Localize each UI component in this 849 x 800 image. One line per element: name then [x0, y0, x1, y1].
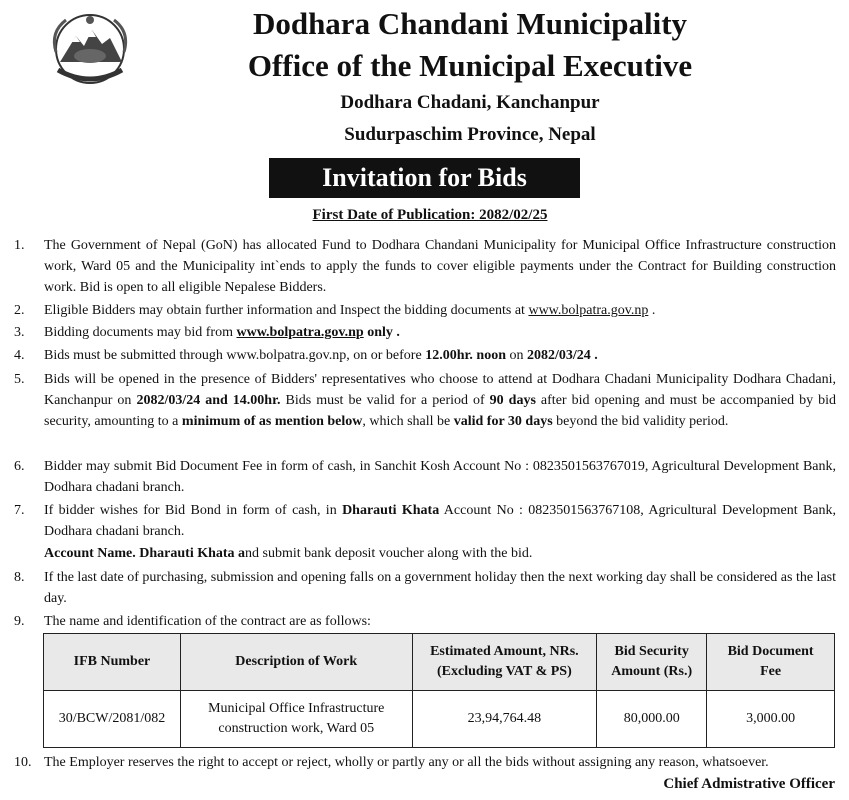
description-line2: construction work, Ward 05: [218, 721, 375, 736]
clause-text: Account No : 0823501563767108, Agricultural Development Bank, Dodhara chadani branch.: [44, 503, 836, 539]
security-validity: valid for 30 days: [453, 414, 553, 429]
clause-text-end: .: [648, 303, 656, 318]
clause-4: [14, 345, 836, 366]
clause-text: Bids will be opened in the presence of Bidders' representatives who choose to attend at Dodhara Chadani Municipality Dodhara Chadani, Kanchanpur on: [44, 372, 836, 408]
header-fee-line2: Fee: [760, 664, 782, 679]
clause-number: 1.: [14, 238, 25, 253]
security-minimum: minimum of as mention below: [181, 414, 363, 429]
header-bid-security: [597, 634, 707, 691]
clause-text: If bidder wishes for Bid Bond in form of cash, in: [44, 503, 343, 518]
submission-time: 12.00hr. noon: [425, 348, 506, 363]
clause-2: [14, 300, 836, 321]
cell-bid-security: 80,000.00: [597, 691, 707, 748]
header-fee-line1: Bid Document: [727, 644, 814, 659]
clause-text: Bidding documents may bid from: [44, 325, 237, 340]
clause-number: 10.: [14, 755, 32, 770]
signature-title: Chief Admistrative Officer: [663, 776, 835, 792]
clause-number: 2.: [14, 303, 25, 318]
header-estimate-line1: Estimated Amount, NRs.: [430, 644, 579, 659]
clause-text-end: only .: [363, 325, 400, 340]
clause-8: [14, 567, 836, 609]
clause-text: The Employer reserves the right to accept or reject, wholly or partly any or all the bids without assigning any reason, whatsoever.: [44, 755, 769, 770]
submission-date: 2082/03/24 .: [526, 348, 598, 363]
opening-date: 2082/03/24 and 14.00hr.: [136, 393, 281, 408]
clause-text: The name and identification of the contract are as follows:: [44, 614, 371, 629]
cell-description: [180, 691, 412, 748]
clause-number: 4.: [14, 348, 25, 363]
clause-7: [14, 500, 836, 564]
clause-text: The Government of Nepal (GoN) has allocated Fund to Dodhara Chandani Municipality for Municipal Office Infrastructure construction work, Ward 05 and the Municipality int`ends to apply the funds to cover eligible payments under the Contract for Building construction work. Bid is open to all eligible Nepalese Bidders.: [44, 238, 836, 295]
clause-10: [14, 752, 836, 773]
bolpatra-link[interactable]: www.bolpatra.gov.np: [528, 303, 649, 318]
address-line-2: Sudurpaschim Province, Nepal: [344, 124, 596, 145]
contract-table: [43, 633, 835, 748]
clause-number: 3.: [14, 325, 25, 340]
nepal-emblem-logo: [46, 12, 134, 86]
clause-number: 7.: [14, 503, 25, 518]
clause-1: [14, 235, 836, 298]
bolpatra-link[interactable]: www.bolpatra.gov.np: [236, 325, 364, 340]
validity-period: 90 days: [489, 393, 536, 408]
account-type: Dharauti Khata: [342, 503, 440, 518]
header-description: Description of Work: [180, 634, 412, 691]
clause-9: [14, 611, 836, 632]
description-line1: Municipal Office Infrastructure: [208, 701, 385, 716]
publication-date: First Date of Publication: 2082/02/25: [312, 207, 548, 223]
clause-text: nd submit bank deposit voucher along with the bid.: [245, 546, 533, 561]
clause-3: [14, 322, 836, 343]
clause-number: 8.: [14, 570, 25, 585]
clause-5: [14, 369, 836, 432]
header-security-line2: Amount (Rs.): [611, 664, 693, 679]
clause-text: Eligible Bidders may obtain further information and Inspect the bidding documents at: [44, 303, 529, 318]
header-estimated-amount: [412, 634, 597, 691]
cell-estimated-amount: 23,94,764.48: [412, 691, 597, 748]
clause-text: after bid opening and must be accompanied by bid security, amounting to a: [44, 393, 837, 429]
header-ifb-number: IFB Number: [44, 634, 181, 691]
notice-title-banner: [269, 158, 580, 198]
table-header-row: [44, 634, 835, 691]
clause-text: Bids must be submitted through www.bolpatra.gov.np, on or before: [44, 348, 426, 363]
account-name: Account Name. Dharauti Khata a: [44, 546, 246, 561]
clause-number: 5.: [14, 372, 25, 387]
municipality-title: Dodhara Chandani Municipality: [252, 6, 688, 41]
header-security-line1: Bid Security: [614, 644, 689, 659]
clause-text: If the last date of purchasing, submission and opening falls on a government holiday then the next working day shall be considered as the last day.: [44, 570, 836, 606]
table-row: [44, 691, 835, 748]
cell-ifb-number: 30/BCW/2081/082: [44, 691, 181, 748]
header-document-fee: [707, 634, 835, 691]
office-title: Office of the Municipal Executive: [247, 48, 693, 83]
header-estimate-line2: (Excluding VAT & PS): [437, 664, 572, 679]
clause-text: Bidder may submit Bid Document Fee in form of cash, in Sanchit Kosh Account No : 0823501563767019, Agricultural Development Bank, Dodhara chadani branch.: [44, 459, 836, 495]
clause-text: beyond the bid validity period.: [552, 414, 729, 429]
clause-number: 9.: [14, 614, 25, 629]
clause-text-mid: on: [505, 348, 527, 363]
clause-text: , which shall be: [362, 414, 454, 429]
clause-text: Bids must be valid for a period of: [280, 393, 490, 408]
clause-number: 6.: [14, 459, 25, 474]
cell-document-fee: 3,000.00: [707, 691, 835, 748]
notice-title: Invitation for Bids: [322, 163, 527, 192]
address-line-1: Dodhara Chadani, Kanchanpur: [340, 92, 600, 113]
clause-6: [14, 456, 836, 498]
